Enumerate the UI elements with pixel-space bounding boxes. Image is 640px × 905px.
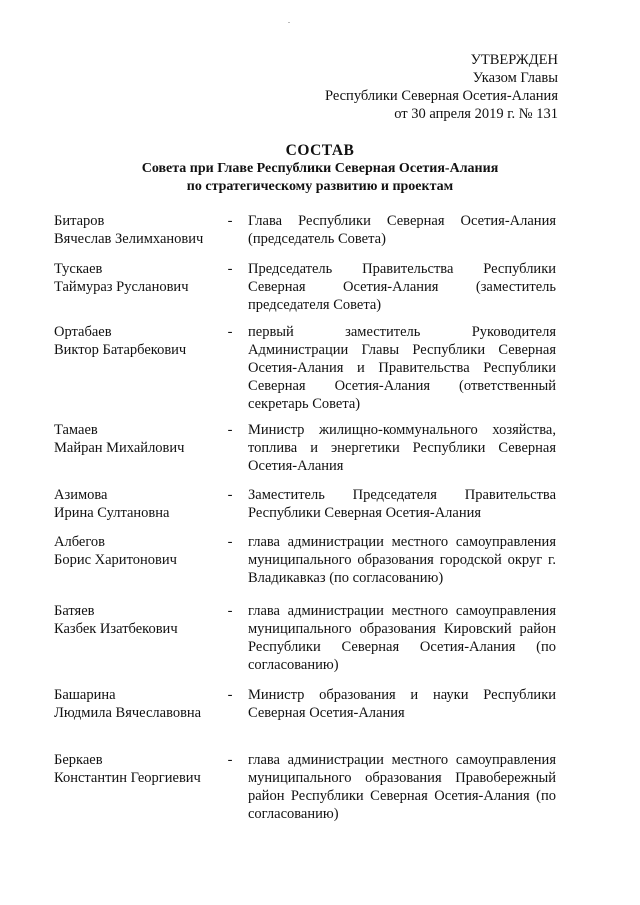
member-role: Заместитель Председателя Правительства Республики Северная Осетия-Алания [248, 487, 556, 521]
member-dash: - [227, 687, 233, 703]
member-surname: Битаров [54, 213, 105, 229]
title-line-1: Совета при Главе Республики Северная Осетия-Алания [141, 161, 499, 176]
member-dash: - [227, 422, 233, 438]
member-name [54, 602, 224, 638]
member-dash: - [227, 752, 233, 768]
member-role: глава администрации местного самоуправления муниципального образования Кировский район Республики Северная Осетия-Алания (по согласованию) [248, 603, 556, 673]
title-heading: СОСТАВ [285, 142, 355, 159]
scan-mark [288, 22, 290, 23]
member-surname: Тамаев [54, 422, 98, 438]
member-surname: Ортабаев [54, 324, 112, 340]
member-surname: Беркаев [54, 752, 103, 768]
approval-line-4: от 30 апреля 2019 г. № 131 [394, 106, 558, 122]
member-given-names: Виктор Батарбекович [54, 342, 187, 358]
member-name [54, 486, 224, 522]
member-dash: - [227, 534, 233, 550]
member-role: глава администрации местного самоуправления муниципального образования Правобережный район Республики Северная Осетия-Алания (по согласованию) [248, 752, 556, 822]
member-surname: Албегов [54, 534, 106, 550]
document-title [0, 142, 640, 196]
member-role: Министр жилищно-коммунального хозяйства, топлива и энергетики Республики Северная Осетия-Алания [248, 422, 556, 474]
member-name [54, 533, 224, 569]
member-name [54, 212, 224, 248]
member-dash: - [227, 487, 233, 503]
member-given-names: Людмила Вячеславовна [54, 705, 202, 721]
member-name [54, 260, 224, 296]
member-role: глава администрации местного самоуправления муниципального образования городской округ г. Владикавказ (по согласованию) [248, 534, 556, 586]
member-role: Министр образования и науки Республики Северная Осетия-Алания [248, 687, 556, 721]
member-dash: - [227, 603, 233, 619]
member-role: первый заместитель Руководителя Администрации Главы Республики Северная Осетия-Алания и Правительства Республики Северная Осетия-Алания (ответственный секретарь Совета) [248, 324, 556, 412]
member-dash: - [227, 324, 233, 340]
approval-line-2: Указом Главы [472, 70, 558, 86]
member-given-names: Борис Харитонович [54, 552, 177, 568]
member-surname: Азимова [54, 487, 108, 503]
approval-line-1: УТВЕРЖДЕН [470, 52, 558, 68]
member-name [54, 421, 224, 457]
title-line-2: по стратегическому развитию и проектам [186, 179, 454, 194]
member-name [54, 686, 224, 722]
member-dash: - [227, 213, 233, 229]
member-surname: Тускаев [54, 261, 103, 277]
member-given-names: Майран Михайлович [54, 440, 185, 456]
member-name [54, 323, 224, 359]
member-given-names: Вячеслав Зелимханович [54, 231, 204, 247]
member-name [54, 751, 224, 787]
member-surname: Башарина [54, 687, 116, 703]
member-given-names: Казбек Изатбекович [54, 621, 178, 637]
member-given-names: Ирина Султановна [54, 505, 170, 521]
member-given-names: Константин Георгиевич [54, 770, 201, 786]
member-surname: Батяев [54, 603, 95, 619]
member-given-names: Таймураз Русланович [54, 279, 189, 295]
member-dash: - [227, 261, 233, 277]
approval-line-3: Республики Северная Осетия-Алания [324, 88, 558, 104]
member-role: Председатель Правительства Республики Северная Осетия-Алания (заместитель председателя Совета) [248, 261, 556, 313]
member-role: Глава Республики Северная Осетия-Алания (председатель Совета) [248, 213, 556, 247]
approval-block [318, 51, 558, 123]
